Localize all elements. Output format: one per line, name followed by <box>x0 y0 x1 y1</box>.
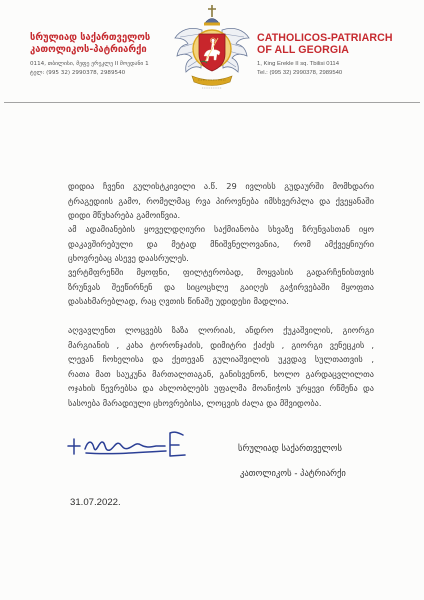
letterhead-title-en-line2: OF ALL GEORGIA <box>257 44 350 56</box>
emblem-graphic <box>172 4 252 96</box>
letterhead-address-ka: 0114, თბილისი, მეფე ერეკლე II მოედანი 1 <box>30 61 149 67</box>
paragraph-2 <box>68 222 374 266</box>
signatory-title-line2: კათოლიკოს - პატრიარქი <box>240 469 346 479</box>
body-line: ცხოვრებაც ასევე დაასრულეს. <box>68 253 189 263</box>
letterhead-title-ka-line1: სრულიად საქართველოს <box>30 32 151 43</box>
letterhead-divider <box>4 102 420 103</box>
body-line: ტრაგედიის გამო, რომელმაც რვა პიროვნება იმსხვერპლა და ქვეყანაში <box>68 195 374 206</box>
body-line: დიდია ჩვენი გულისტკივილი ა.წ. 29 ივლისს გუდაურში მომხდარი <box>68 181 374 191</box>
body-line: ზრუნვას შეეწირნენ და სიცოცხლე გაიღეს გაჭირვებაში მყოფთა <box>68 281 374 292</box>
letterhead-right <box>257 32 393 78</box>
body-line: რათა მათ საუკუნა მართალთაგან, განისვენონ, ხოლო გარდაცვლილთა <box>68 368 374 379</box>
letter-date: 31.07.2022. <box>70 497 121 508</box>
letterhead-left <box>30 32 150 78</box>
signature-graphic <box>66 428 196 460</box>
body-line: ვერტმფრენში მყოფნი, ფილტერობად, მოყვასის გადარჩენისთვის <box>68 267 374 277</box>
letterhead-title-en-line1: CATHOLICOS-PATRIARCH <box>257 32 393 44</box>
body-line: დასახმარებლად, რაც ღვთის წინაშე უდიდესი მადლია. <box>68 296 289 306</box>
letterhead-title-ka-line2: კათოლიკოს-პატრიარქი <box>30 44 147 55</box>
body-line: დიდი მწუხარება გამოიწვია. <box>68 210 181 220</box>
paragraph-1 <box>68 179 374 223</box>
handwritten-signature <box>66 428 196 460</box>
body-line: ოჯახის წევრებსა და ახლობლებს უფალმა მოანიჭოს ურყევი რწმენა და <box>68 383 374 393</box>
body-line: ლევან ჩოხელისა და ქეთევან გულიაშვილის უკვდავ სულთათვის , <box>68 354 374 364</box>
body-line: დაკავშირებული და მეტად მნიშვნელოვანია, რომ ამქვეყნიური <box>68 238 374 249</box>
paragraph-4 <box>68 323 374 410</box>
patriarchate-emblem <box>172 4 252 96</box>
paragraph-3 <box>68 265 374 309</box>
body-line: აღვავლენთ ლოცვებს ზაზა ლორიას, ანდრო ქუკაშვილის, გიორგი <box>68 325 374 335</box>
letterhead-address-en: 1, King Erekle II sq. Tbilisi 0114 <box>257 61 339 67</box>
signatory-title-line1: სრულიად საქართველოს <box>238 444 343 454</box>
letterhead-phone-ka: ტელ: (995 32) 2990378, 2989540 <box>30 70 126 76</box>
body-line: სასოება მარადიული ცხოვრებისა, ლოცვის ძალა და მშვიდობა. <box>68 397 322 408</box>
body-line: ამ ადამიანების ყოველდღიური საქმიანობა სხვაზე ზრუნვასთან იყო <box>68 224 374 234</box>
letterhead-phone-en: Tel.: (995 32) 2990378, 2989540 <box>257 70 343 76</box>
body-line: მარგიანის , კახა ტორონჯაძის, დიმიტრი ქაძეს , გიორგი ვენეცკის , <box>68 339 374 350</box>
